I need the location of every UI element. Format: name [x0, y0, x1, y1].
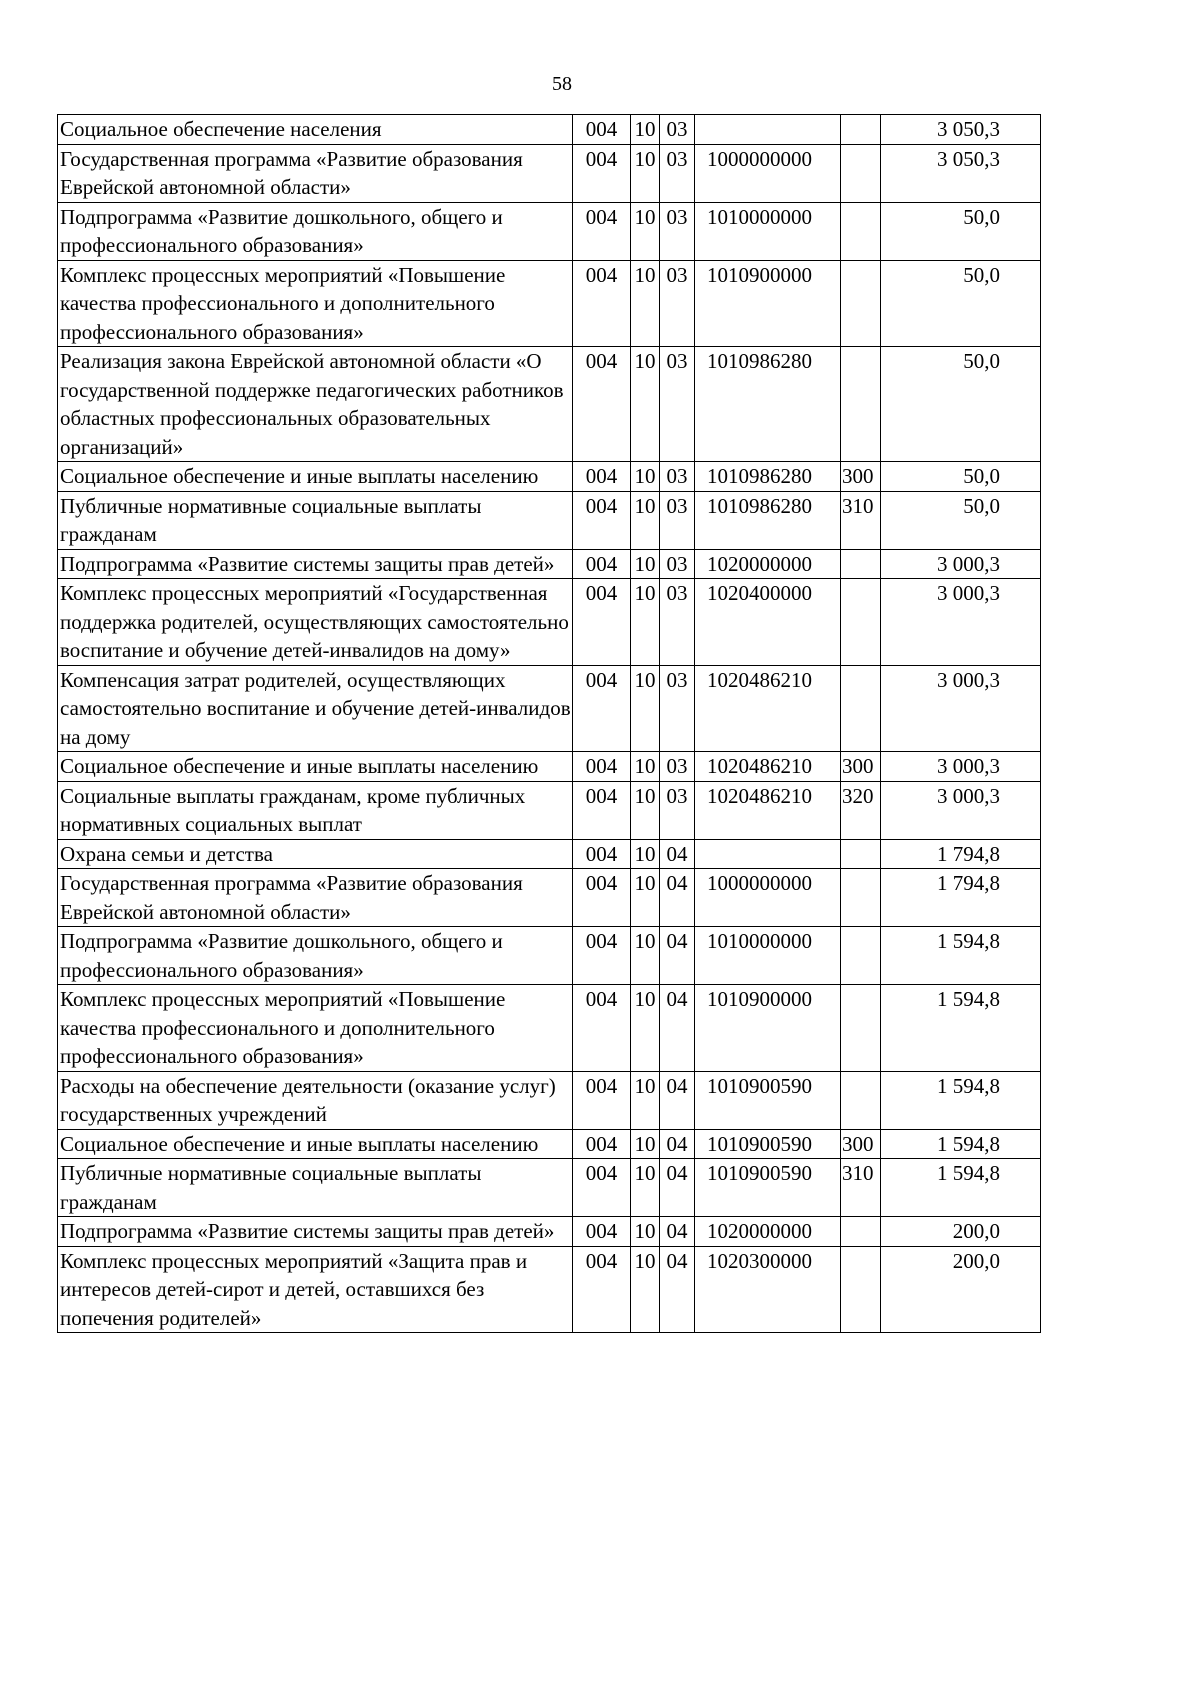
table-row	[58, 1217, 1041, 1247]
expense-type-code	[841, 202, 881, 260]
grbs-code: 004	[573, 260, 631, 347]
row-name: Подпрограмма «Развитие дошкольного, общего и профессионального образования»	[58, 202, 573, 260]
section-code: 10	[631, 347, 660, 462]
row-name: Подпрограмма «Развитие дошкольного, общего и профессионального образования»	[58, 927, 573, 985]
section-code: 10	[631, 579, 660, 666]
grbs-code: 004	[573, 347, 631, 462]
row-name: Социальное обеспечение и иные выплаты населению	[58, 1129, 573, 1159]
subsection-code: 03	[660, 115, 695, 145]
expense-type-code	[841, 985, 881, 1072]
target-article-code: 1020300000	[695, 1246, 841, 1333]
table-row	[58, 781, 1041, 839]
table-row	[58, 1159, 1041, 1217]
grbs-code: 004	[573, 462, 631, 492]
row-name: Подпрограмма «Развитие системы защиты прав детей»	[58, 549, 573, 579]
target-article-code: 1010900000	[695, 260, 841, 347]
table-row	[58, 549, 1041, 579]
grbs-code: 004	[573, 665, 631, 752]
row-name: Комплекс процессных мероприятий «Защита прав и интересов детей-сирот и детей, оставшихся без попечения родителей»	[58, 1246, 573, 1333]
subsection-code: 04	[660, 839, 695, 869]
row-name: Компенсация затрат родителей, осуществляющих самостоятельно воспитание и обучение детей-инвалидов на дому	[58, 665, 573, 752]
target-article-code: 1000000000	[695, 869, 841, 927]
table-row	[58, 462, 1041, 492]
target-article-code: 1020000000	[695, 549, 841, 579]
section-code: 10	[631, 1246, 660, 1333]
grbs-code: 004	[573, 839, 631, 869]
table-row	[58, 665, 1041, 752]
table-row	[58, 347, 1041, 462]
subsection-code: 04	[660, 1246, 695, 1333]
section-code: 10	[631, 1129, 660, 1159]
section-code: 10	[631, 202, 660, 260]
section-code: 10	[631, 985, 660, 1072]
amount: 1 594,8	[881, 1159, 1041, 1217]
expense-type-code	[841, 549, 881, 579]
row-name: Государственная программа «Развитие образования Еврейской автономной области»	[58, 144, 573, 202]
grbs-code: 004	[573, 985, 631, 1072]
row-name: Социальные выплаты гражданам, кроме публичных нормативных социальных выплат	[58, 781, 573, 839]
expense-type-code	[841, 347, 881, 462]
amount: 1 594,8	[881, 927, 1041, 985]
target-article-code: 1010986280	[695, 462, 841, 492]
expense-type-code: 310	[841, 1159, 881, 1217]
subsection-code: 03	[660, 144, 695, 202]
section-code: 10	[631, 144, 660, 202]
amount: 1 794,8	[881, 839, 1041, 869]
table-row	[58, 752, 1041, 782]
row-name: Подпрограмма «Развитие системы защиты прав детей»	[58, 1217, 573, 1247]
expense-type-code	[841, 144, 881, 202]
expense-type-code: 300	[841, 1129, 881, 1159]
target-article-code: 1020400000	[695, 579, 841, 666]
expense-type-code: 300	[841, 462, 881, 492]
row-name: Реализация закона Еврейской автономной области «О государственной поддержке педагогических работников областных профессиональных образовательных организаций»	[58, 347, 573, 462]
table-body	[58, 115, 1041, 1333]
amount: 3 000,3	[881, 781, 1041, 839]
section-code: 10	[631, 927, 660, 985]
grbs-code: 004	[573, 202, 631, 260]
amount: 3 000,3	[881, 752, 1041, 782]
target-article-code: 1020000000	[695, 1217, 841, 1247]
expense-type-code	[841, 665, 881, 752]
amount: 3 000,3	[881, 549, 1041, 579]
row-name: Публичные нормативные социальные выплаты гражданам	[58, 1159, 573, 1217]
expense-type-code: 310	[841, 491, 881, 549]
amount: 1 794,8	[881, 869, 1041, 927]
subsection-code: 04	[660, 1159, 695, 1217]
expense-type-code	[841, 1217, 881, 1247]
section-code: 10	[631, 549, 660, 579]
subsection-code: 03	[660, 347, 695, 462]
amount: 50,0	[881, 491, 1041, 549]
table-row	[58, 115, 1041, 145]
row-name: Расходы на обеспечение деятельности (оказание услуг) государственных учреждений	[58, 1071, 573, 1129]
table-row	[58, 1071, 1041, 1129]
table-row	[58, 579, 1041, 666]
section-code: 10	[631, 115, 660, 145]
section-code: 10	[631, 752, 660, 782]
table-row	[58, 869, 1041, 927]
subsection-code: 04	[660, 869, 695, 927]
grbs-code: 004	[573, 869, 631, 927]
section-code: 10	[631, 1071, 660, 1129]
target-article-code	[695, 839, 841, 869]
subsection-code: 03	[660, 202, 695, 260]
table-row	[58, 202, 1041, 260]
target-article-code: 1010000000	[695, 202, 841, 260]
target-article-code: 1000000000	[695, 144, 841, 202]
target-article-code: 1010900590	[695, 1159, 841, 1217]
row-name: Охрана семьи и детства	[58, 839, 573, 869]
section-code: 10	[631, 839, 660, 869]
section-code: 10	[631, 462, 660, 492]
subsection-code: 04	[660, 1071, 695, 1129]
section-code: 10	[631, 1217, 660, 1247]
expense-type-code	[841, 579, 881, 666]
budget-table	[57, 114, 1041, 1333]
expense-type-code	[841, 869, 881, 927]
target-article-code	[695, 115, 841, 145]
subsection-code: 03	[660, 665, 695, 752]
amount: 1 594,8	[881, 985, 1041, 1072]
row-name: Социальное обеспечение и иные выплаты населению	[58, 752, 573, 782]
amount: 50,0	[881, 347, 1041, 462]
table-row	[58, 144, 1041, 202]
amount: 200,0	[881, 1246, 1041, 1333]
expense-type-code	[841, 839, 881, 869]
subsection-code: 03	[660, 260, 695, 347]
row-name: Социальное обеспечение и иные выплаты населению	[58, 462, 573, 492]
grbs-code: 004	[573, 491, 631, 549]
row-name: Государственная программа «Развитие образования Еврейской автономной области»	[58, 869, 573, 927]
amount: 1 594,8	[881, 1071, 1041, 1129]
target-article-code: 1010900000	[695, 985, 841, 1072]
expense-type-code	[841, 1246, 881, 1333]
subsection-code: 03	[660, 462, 695, 492]
row-name: Комплекс процессных мероприятий «Повышение качества профессионального и дополнительного профессионального образования»	[58, 985, 573, 1072]
subsection-code: 04	[660, 927, 695, 985]
grbs-code: 004	[573, 549, 631, 579]
subsection-code: 03	[660, 781, 695, 839]
target-article-code: 1020486210	[695, 781, 841, 839]
section-code: 10	[631, 491, 660, 549]
section-code: 10	[631, 1159, 660, 1217]
table-row	[58, 260, 1041, 347]
target-article-code: 1010986280	[695, 491, 841, 549]
target-article-code: 1010000000	[695, 927, 841, 985]
amount: 3 050,3	[881, 115, 1041, 145]
amount: 3 000,3	[881, 579, 1041, 666]
grbs-code: 004	[573, 1071, 631, 1129]
grbs-code: 004	[573, 1217, 631, 1247]
grbs-code: 004	[573, 781, 631, 839]
subsection-code: 04	[660, 985, 695, 1072]
row-name: Комплекс процессных мероприятий «Повышение качества профессионального и дополнительного профессионального образования»	[58, 260, 573, 347]
table-row	[58, 491, 1041, 549]
grbs-code: 004	[573, 927, 631, 985]
expense-type-code: 320	[841, 781, 881, 839]
subsection-code: 03	[660, 579, 695, 666]
expense-type-code	[841, 115, 881, 145]
expense-type-code	[841, 927, 881, 985]
section-code: 10	[631, 665, 660, 752]
expense-type-code	[841, 1071, 881, 1129]
subsection-code: 03	[660, 752, 695, 782]
subsection-code: 04	[660, 1217, 695, 1247]
table-row	[58, 839, 1041, 869]
grbs-code: 004	[573, 579, 631, 666]
section-code: 10	[631, 781, 660, 839]
expense-type-code: 300	[841, 752, 881, 782]
target-article-code: 1010986280	[695, 347, 841, 462]
subsection-code: 04	[660, 1129, 695, 1159]
subsection-code: 03	[660, 491, 695, 549]
target-article-code: 1020486210	[695, 665, 841, 752]
table-row	[58, 985, 1041, 1072]
grbs-code: 004	[573, 1246, 631, 1333]
grbs-code: 004	[573, 144, 631, 202]
amount: 200,0	[881, 1217, 1041, 1247]
row-name: Публичные нормативные социальные выплаты гражданам	[58, 491, 573, 549]
row-name: Комплекс процессных мероприятий «Государственная поддержка родителей, осуществляющих самостоятельно воспитание и обучение детей-инвалидов на дому»	[58, 579, 573, 666]
target-article-code: 1020486210	[695, 752, 841, 782]
table-row	[58, 927, 1041, 985]
amount: 3 050,3	[881, 144, 1041, 202]
grbs-code: 004	[573, 1159, 631, 1217]
table-row	[58, 1129, 1041, 1159]
amount: 50,0	[881, 202, 1041, 260]
page-number: 58	[552, 73, 572, 95]
section-code: 10	[631, 260, 660, 347]
target-article-code: 1010900590	[695, 1129, 841, 1159]
row-name: Социальное обеспечение населения	[58, 115, 573, 145]
amount: 50,0	[881, 462, 1041, 492]
grbs-code: 004	[573, 115, 631, 145]
grbs-code: 004	[573, 1129, 631, 1159]
grbs-code: 004	[573, 752, 631, 782]
table-row	[58, 1246, 1041, 1333]
subsection-code: 03	[660, 549, 695, 579]
section-code: 10	[631, 869, 660, 927]
amount: 50,0	[881, 260, 1041, 347]
target-article-code: 1010900590	[695, 1071, 841, 1129]
expense-type-code	[841, 260, 881, 347]
amount: 3 000,3	[881, 665, 1041, 752]
amount: 1 594,8	[881, 1129, 1041, 1159]
